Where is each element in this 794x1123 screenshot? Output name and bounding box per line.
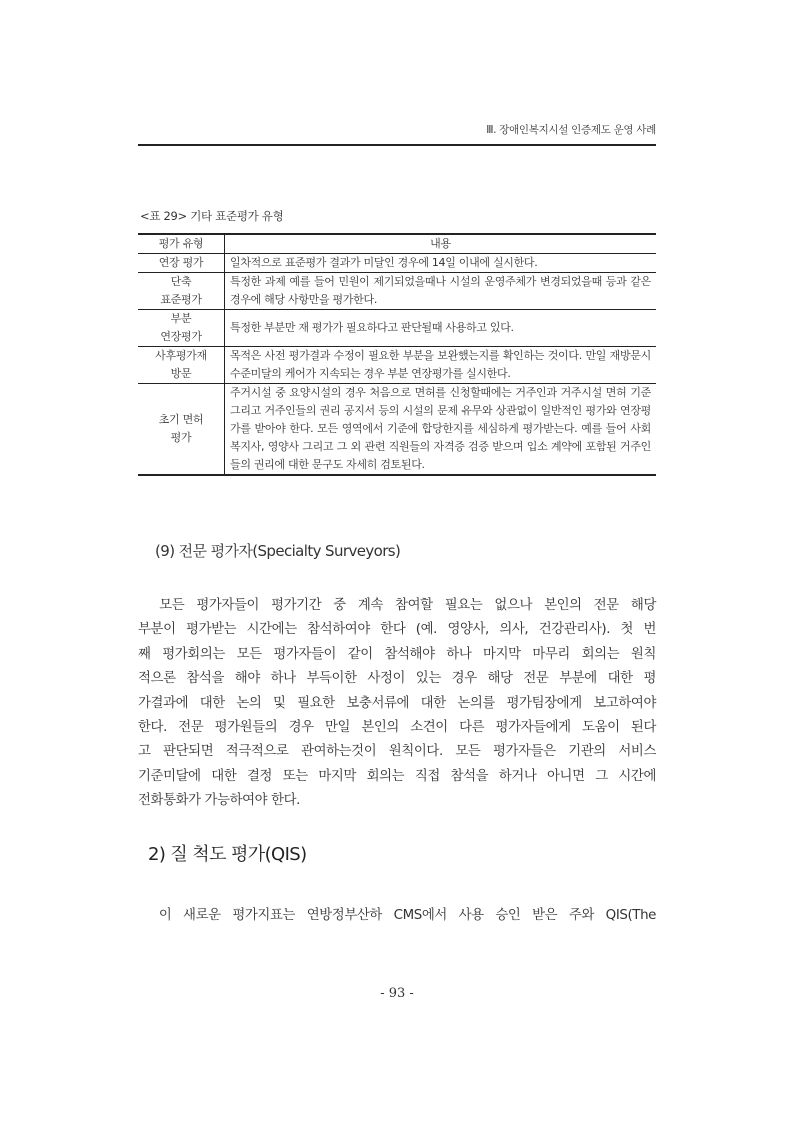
subsection-paragraph (138, 904, 656, 928)
paragraph-line: 한다. 전문 평가원들의 경우 만일 본인의 소견이 다른 평가자들에게 도움이 된다 (138, 720, 656, 736)
row-type: 부분 연장평가 (138, 310, 225, 347)
section-heading: (9) 전문 평가자(Specialty Surveyors) (155, 542, 401, 560)
column-header-content: 내용 (225, 234, 657, 254)
row-type: 사후평가재 방문 (138, 347, 225, 384)
paragraph-line: 전화통화가 가능하여야 한다. (138, 793, 300, 809)
table-row (138, 347, 656, 384)
table-row (138, 273, 656, 310)
paragraph-line: 이 새로운 평가지표는 연방정부산하 CMS에서 사용 승인 받은 주와 QIS(The (138, 908, 656, 923)
row-type: 단축 표준평가 (138, 273, 225, 310)
table-row (138, 310, 656, 347)
table-row (138, 384, 656, 476)
running-header: Ⅲ. 장애인복지시설 인증제도 운영 사례 (486, 124, 656, 136)
paragraph-line: 가결과에 대한 논의 및 필요한 보충서류에 대한 논의를 평가팀장에게 보고하여야 (138, 695, 656, 711)
paragraph-line: 적으론 참석을 해야 하나 부득이한 사정이 있는 경우 해당 전문 부분에 대한 평 (138, 671, 656, 687)
row-content: 주거시설 중 요양시설의 경우 처음으로 면허를 신청할때에는 거주인과 거주시설 면허 기준 그리고 거주인들의 권리 공지서 등의 시설의 문제 유무와 상관없이 일반적인 평가와 연장평가를 받아야 한다. 모든 영역에서 기준에 합당한지를 세심하게 평가받는다. 예를 들어 사회복지사, 영양사 그리고 그 외 관련 직원들의 자격증 검증 받으며 입소 계약에 포함된 거주인들의 권리에 대한 문구도 자세히 검토된다. (225, 384, 657, 476)
column-header-type: 평가 유형 (138, 234, 225, 254)
header-rule (138, 144, 656, 146)
paragraph-line: 째 평가회의는 모든 평가자들이 같이 참석해야 하나 마지막 마무리 회의는 원칙 (138, 646, 656, 662)
row-content: 특정한 부분만 재 평가가 필요하다고 판단될때 사용하고 있다. (225, 310, 657, 347)
table-caption: <표 29> 기타 표준평가 유형 (140, 209, 284, 223)
page-number: - 93 - (380, 986, 414, 1001)
subsection-heading: 2) 질 척도 평가(QIS) (148, 844, 307, 865)
row-type: 연장 평가 (138, 254, 225, 273)
table-row (138, 254, 656, 273)
paragraph-line: 모든 평가자들이 평가기간 중 계속 참여할 필요는 없으나 본인의 전문 해당 (138, 598, 656, 613)
row-content: 특정한 과제 예를 들어 민원이 제기되었을때나 시설의 운영주체가 변경되었을때 등과 같은 경우에 해당 사항만을 평가한다. (225, 273, 657, 310)
paragraph-line: 고 판단되면 적극적으로 관여하는것이 원칙이다. 모든 평가자들은 기관의 서비스 (138, 744, 656, 760)
paragraph-line: 부분이 평가받는 시간에는 참석하여야 한다 (예. 영양사, 의사, 건강관리사). 첫 번 (138, 622, 656, 638)
row-type: 초기 면허 평가 (138, 384, 225, 476)
row-content: 목적은 사전 평가결과 수정이 필요한 부분을 보완했는지를 확인하는 것이다. 만일 재방문시 수준미달의 케어가 지속되는 경우 부분 연장평가를 실시한다. (225, 347, 657, 384)
section-paragraph (138, 594, 656, 814)
paragraph-line: 기준미달에 대한 결정 또는 마지막 회의는 직접 참석을 하거나 아니면 그 시간에 (138, 768, 656, 784)
table-header-row (138, 234, 656, 254)
row-content: 일차적으로 표준평가 결과가 미달인 경우에 14일 이내에 실시한다. (225, 254, 657, 273)
standard-evaluation-table (138, 233, 656, 476)
